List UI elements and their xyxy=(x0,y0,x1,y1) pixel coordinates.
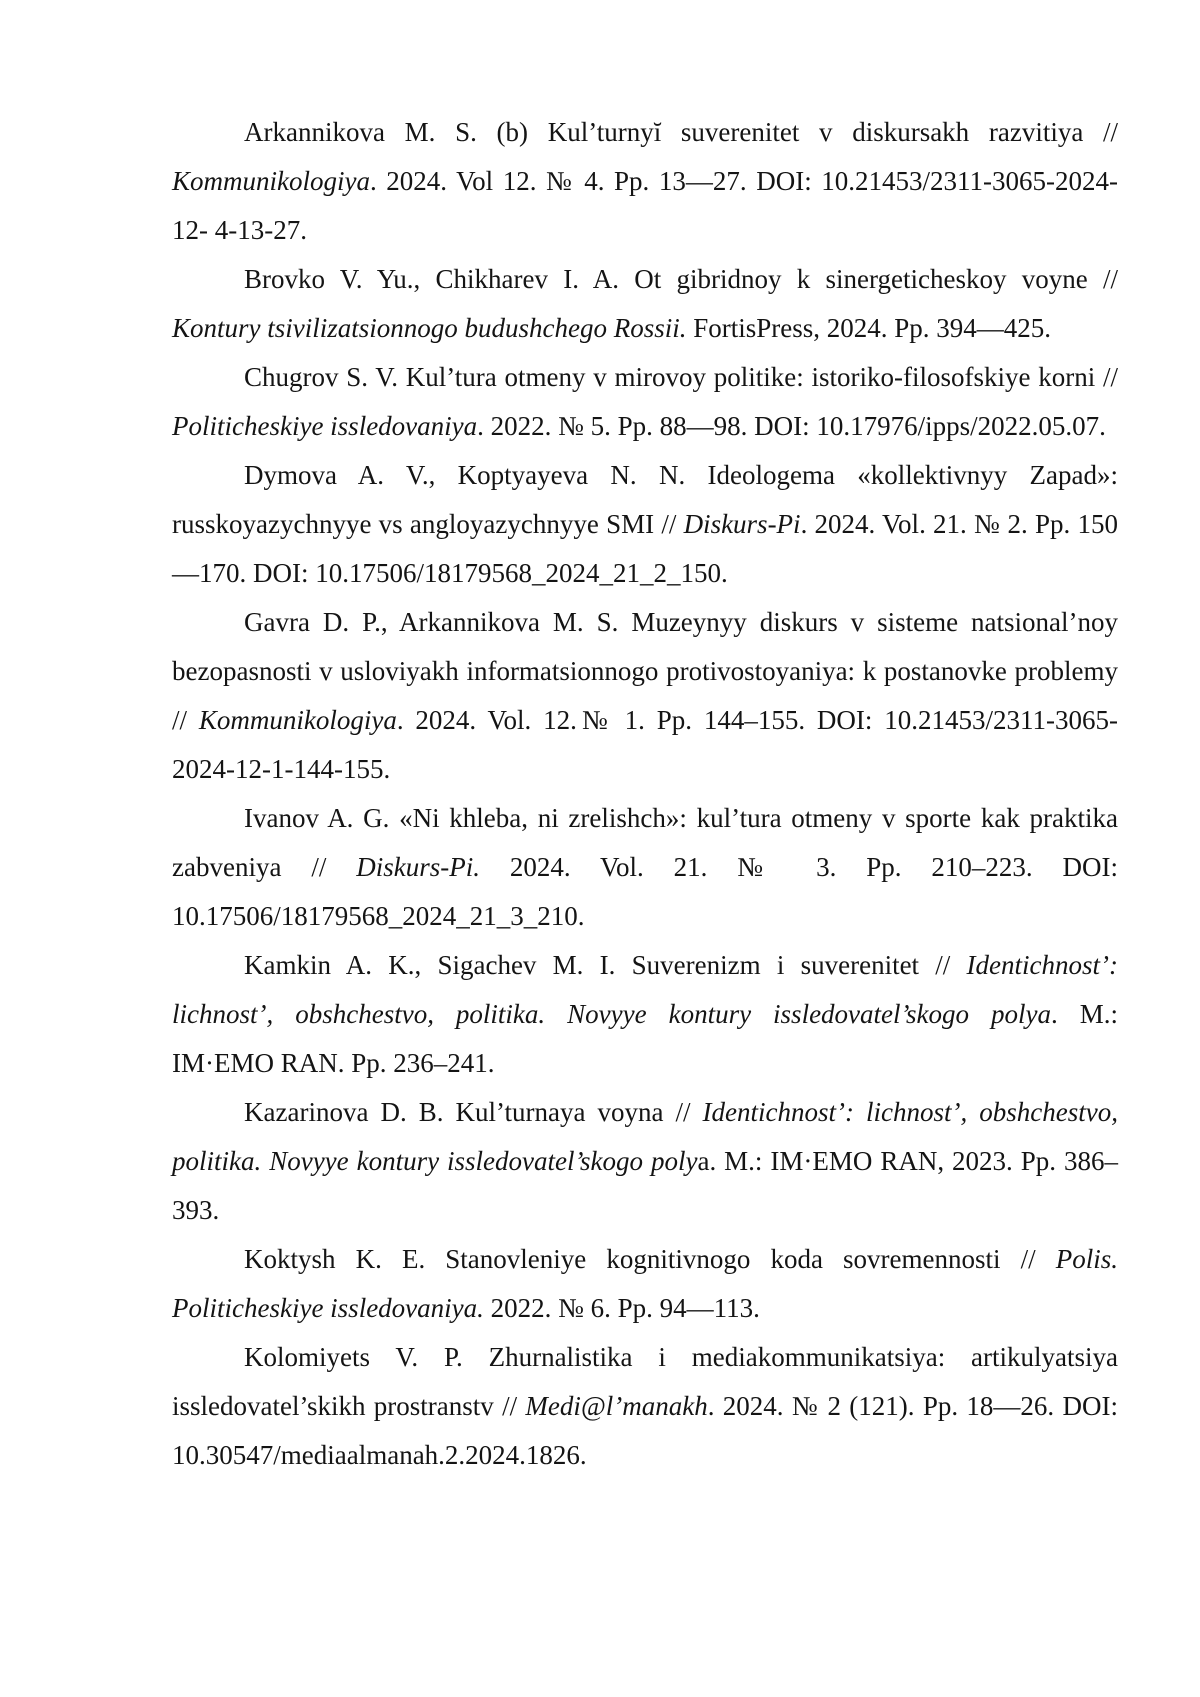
reference-entry xyxy=(172,255,1118,353)
reference-entry xyxy=(172,1235,1118,1333)
ref-text: Dymova A. V., Koptyayeva N. N. Ideologema «kollektivnyy Zapad»: russkoyazychnyye vs angloyazychnyye SMI // xyxy=(172,460,1118,539)
ref-text: Kazarinova D. B. Kul’turnaya voyna // xyxy=(244,1097,703,1127)
ref-text: Arkannikova M. S. (b) Kul’turnyĭ suverenitet v diskursakh razvitiya // xyxy=(244,117,1118,147)
ref-text: . 2024. № 2 (121). Pp. 18—26. DOI: 10.30547/mediaalmanah.2.2024.1826. xyxy=(172,1391,1118,1470)
reference-entry xyxy=(172,941,1118,1088)
ref-text: . M.: IM·EMO RAN. Pp. 236–241. xyxy=(172,999,1118,1078)
ref-source-title: Diskurs-Pi xyxy=(683,509,801,539)
ref-source-title: Kommunikologiya xyxy=(172,166,370,196)
ref-text: FortisPress, 2024. Pp. 394—425. xyxy=(686,313,1052,343)
ref-source-title: Medi@l’manakh xyxy=(525,1391,708,1421)
reference-entry xyxy=(172,451,1118,598)
ref-source-title: Politicheskiye issledovaniya xyxy=(172,411,478,441)
ref-text: Ivanov A. G. «Ni khleba, ni zrelishch»: kul’tura otmeny v sporte kak praktika zabveniya // xyxy=(172,803,1118,882)
reference-entry xyxy=(172,353,1118,451)
ref-source-title: Diskurs-Pi. xyxy=(356,852,480,882)
reference-entry xyxy=(172,794,1118,941)
reference-entry xyxy=(172,598,1118,794)
ref-text: Chugrov S. V. Kul’tura otmeny v mirovoy politike: istoriko-filosofskiye korni // xyxy=(244,362,1118,392)
reference-list xyxy=(172,108,1118,1480)
ref-source-title: Kommunikologiya xyxy=(198,705,397,735)
ref-text: a. M.: IM·EMO RAN, 2023. Pp. 386–393. xyxy=(172,1146,1118,1225)
ref-text: Kamkin A. K., Sigachev M. I. Suverenizm i suverenitet // xyxy=(244,950,967,980)
ref-text: . 2024. Vol. 12.№ 1. Pp. 144–155. DOI: 10.21453/2311-3065-2024-12-1-144-155. xyxy=(172,705,1118,784)
ref-text: 2022. № 6. Pp. 94—113. xyxy=(483,1293,760,1323)
ref-source-title: Identichnost’: lichnost’, obshchestvo, politika. Novyye kontury issledovatel’skogo poly xyxy=(172,1097,1118,1176)
ref-text: . 2024. Vol. 21. № 2. Pp. 150—170. DOI: 10.17506/18179568_2024_21_2_150. xyxy=(172,509,1118,588)
ref-source-title: Identichnost’: lichnost’, obshchestvo, politika. Novyye kontury issledovatel’skogo polya xyxy=(172,950,1118,1029)
ref-source-title: Polis. Politicheskiye issledovaniya. xyxy=(172,1244,1118,1323)
ref-text: . 2022. № 5. Pp. 88—98. DOI: 10.17976/ipps/2022.05.07. xyxy=(477,411,1106,441)
ref-text: . 2024. Vol 12. № 4. Pp. 13—27. DOI: 10.21453/2311-3065-2024-12- 4-13-27. xyxy=(172,166,1118,245)
ref-text: Kolomiyets V. P. Zhurnalistika i mediakommunikatsiya: artikulyatsiya issledovatel’skikh prostranstv // xyxy=(172,1342,1118,1421)
ref-text: Gavra D. P., Arkannikova M. S. Muzeynyy diskurs v sisteme natsional’noy bezopasnosti v usloviyakh informatsionnogo protivostoyaniya: k postanovke problemy // xyxy=(172,607,1118,735)
ref-text: Koktysh K. E. Stanovleniye kognitivnogo koda sovremennosti // xyxy=(244,1244,1056,1274)
reference-entry xyxy=(172,1088,1118,1235)
reference-entry xyxy=(172,108,1118,255)
ref-source-title: Kontury tsivilizatsionnogo budushchego Rossii. xyxy=(172,313,687,343)
ref-text: Brovko V. Yu., Chikharev I. A. Ot gibridnoy k sinergeticheskoy voyne // xyxy=(244,264,1118,294)
reference-entry xyxy=(172,1333,1118,1480)
ref-text: 2024. Vol. 21. № 3. Pp. 210–223. DOI: 10.17506/18179568_2024_21_3_210. xyxy=(172,852,1118,931)
